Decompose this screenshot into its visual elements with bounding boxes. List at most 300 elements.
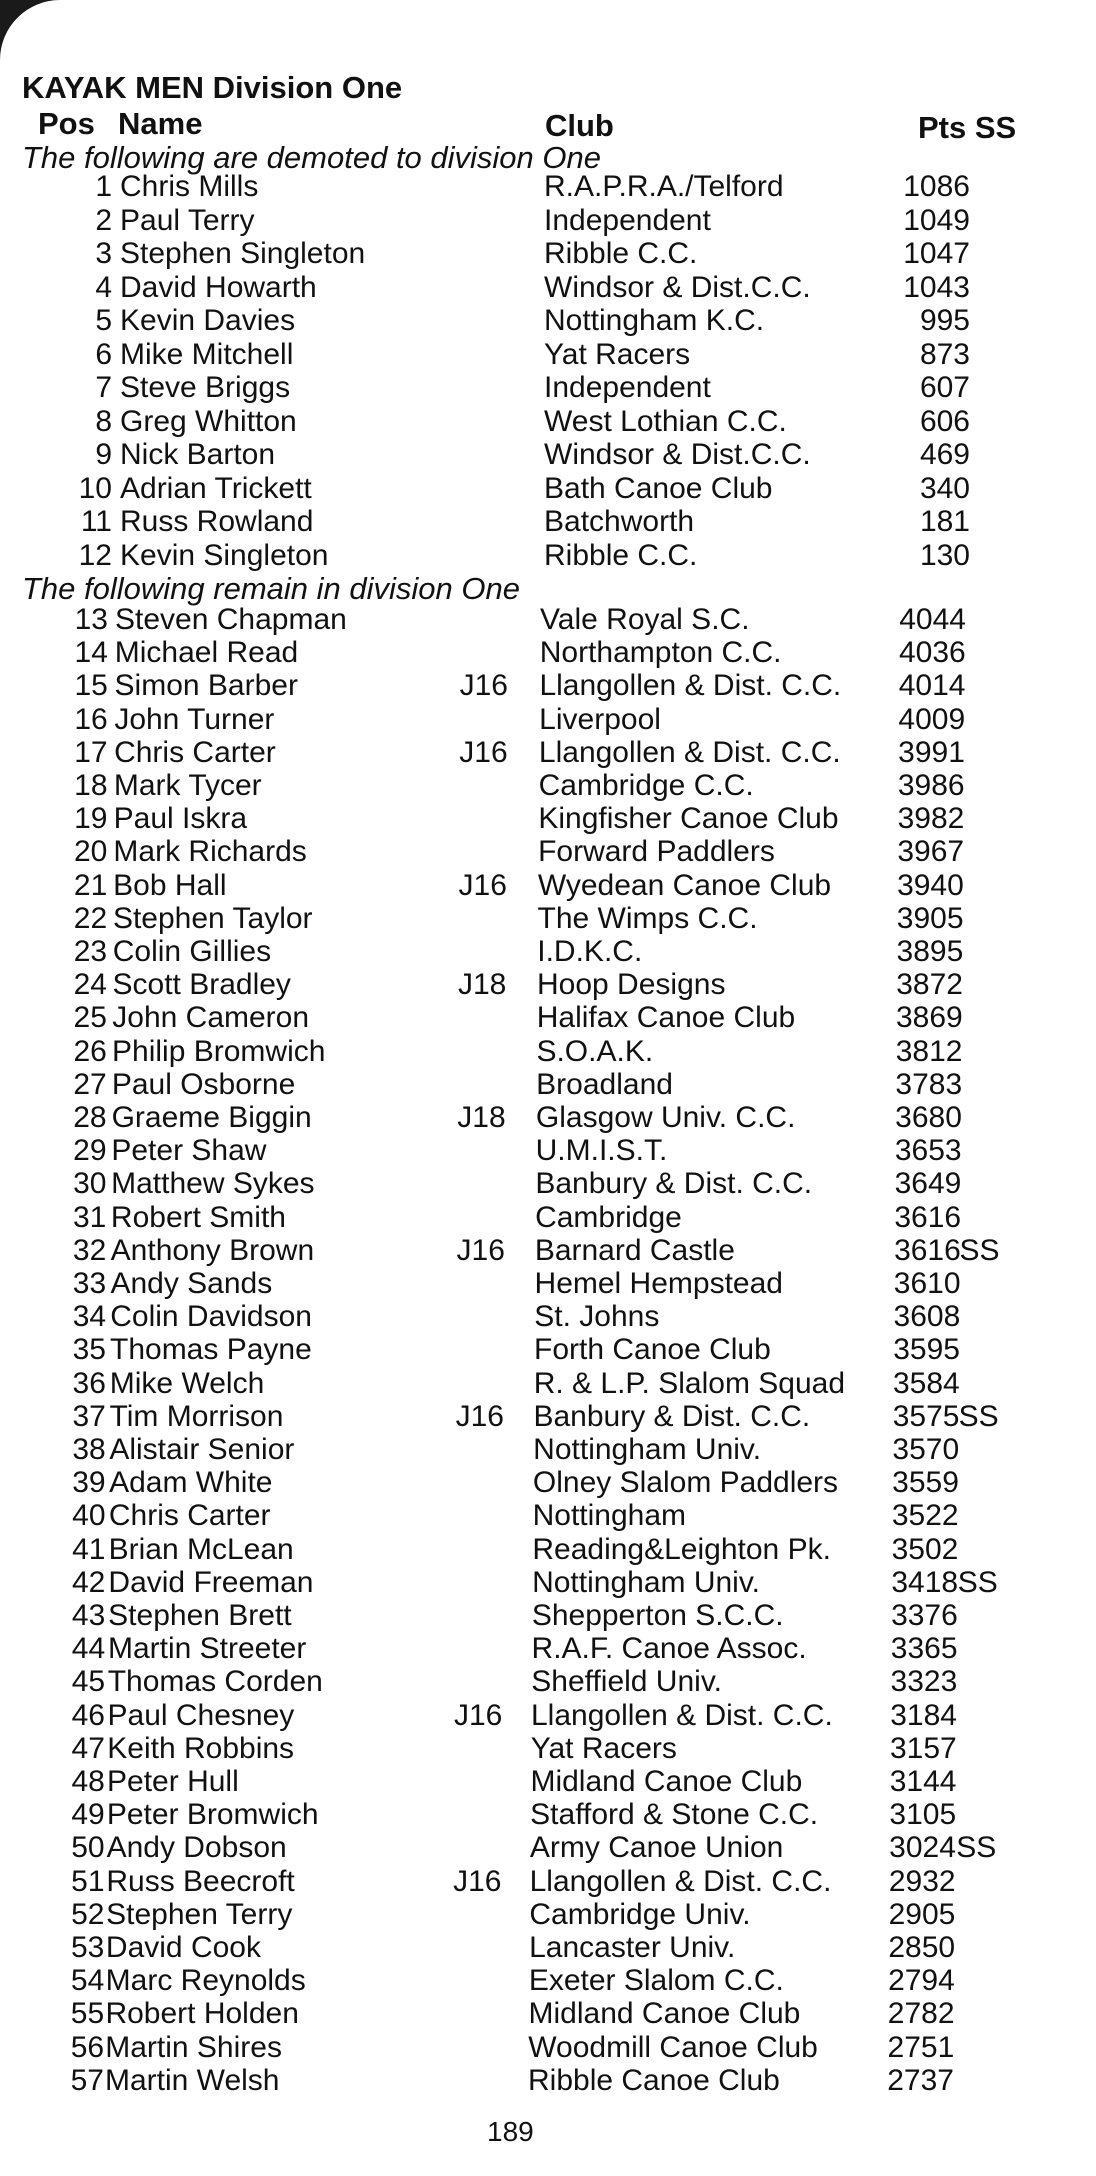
row-points: 3872: [896, 968, 963, 1002]
row-name: Philip Bromwich: [112, 1034, 326, 1068]
row-pos: 13: [74, 603, 108, 636]
table-row: [0, 472, 1096, 505]
row-name: Martin Streeter: [107, 1632, 307, 1666]
column-header-name: Name: [118, 106, 203, 141]
row-club: Llangollen & Dist. C.C.: [538, 735, 841, 769]
row-club: Northampton C.C.: [539, 636, 782, 670]
row-name: Anthony Brown: [110, 1233, 315, 1267]
row-club: Batchworth: [544, 505, 695, 538]
row-club: Olney Slalom Paddlers: [532, 1466, 839, 1500]
row-pos: 25: [73, 1001, 107, 1035]
row-club: Ribble Canoe Club: [528, 2063, 780, 2097]
row-pos: 38: [72, 1433, 106, 1466]
row-club: Cambridge C.C.: [538, 769, 754, 802]
row-pos: 44: [71, 1632, 106, 1666]
row-club: Woodmill Canoe Club: [528, 2030, 818, 2064]
column-header-club: Club: [545, 108, 614, 143]
row-points: 2751: [887, 2030, 955, 2064]
row-club: Barnard Castle: [534, 1233, 735, 1267]
row-club: St. Johns: [534, 1300, 660, 1334]
table-row: [0, 902, 1096, 935]
row-club: Liverpool: [539, 702, 661, 736]
table-row: [0, 1101, 1096, 1134]
row-name: Stephen Singleton: [120, 237, 366, 270]
table-row: [0, 1333, 1096, 1366]
table-row: [0, 802, 1096, 835]
row-points: 3610: [893, 1267, 961, 1300]
row-points: 4044: [899, 603, 966, 636]
table-row: [0, 438, 1096, 471]
row-name: Paul Osborne: [111, 1067, 296, 1101]
row-name: Thomas Corden: [107, 1665, 323, 1699]
row-name: Colin Davidson: [110, 1300, 312, 1334]
row-name: Matthew Sykes: [111, 1167, 315, 1201]
row-points: 3967: [897, 835, 965, 869]
table-row: [0, 271, 1096, 304]
row-club: Bath Canoe Club: [544, 471, 773, 505]
row-club: Sheffield Univ.: [531, 1665, 722, 1699]
row-pos: 4: [95, 270, 112, 304]
table-row: [0, 1599, 1096, 1632]
row-club: West Lothian C.C.: [544, 404, 787, 438]
row-name: Greg Whitton: [120, 404, 297, 438]
row-pos: 55: [70, 1997, 105, 2031]
row-name: David Cook: [105, 1931, 261, 1964]
column-header-pts-ss: Pts SS: [918, 110, 1017, 145]
row-name: Martin Welsh: [105, 2063, 280, 2097]
table-row: [0, 237, 1096, 270]
table-row: [0, 1931, 1096, 1964]
row-pos: 26: [73, 1034, 107, 1068]
table-row: [0, 669, 1096, 702]
row-points: 3376: [891, 1599, 958, 1632]
row-club: Banbury & Dist. C.C.: [533, 1399, 811, 1433]
row-name: Peter Bromwich: [106, 1798, 319, 1832]
table-row: [0, 405, 1096, 438]
row-club: Ribble C.C.: [544, 538, 698, 572]
row-club: Vale Royal S.C.: [540, 603, 750, 636]
row-pos: 48: [71, 1765, 105, 1798]
row-club: Cambridge Univ.: [529, 1897, 751, 1931]
row-points: 3608: [893, 1300, 961, 1334]
row-pos: 10: [78, 471, 112, 505]
row-name: Chris Mills: [120, 170, 259, 203]
row-points: 1086: [903, 170, 970, 203]
row-points: 3105: [889, 1798, 957, 1832]
table-row: [0, 1367, 1096, 1400]
row-pos: 46: [71, 1698, 105, 1732]
row-name: Bob Hall: [113, 868, 227, 902]
row-points: 2850: [888, 1931, 956, 1964]
row-club: Nottingham Univ.: [533, 1433, 762, 1466]
row-points: 3680: [895, 1101, 962, 1134]
table-row: [0, 968, 1096, 1001]
table-row: [0, 1068, 1096, 1101]
row-name: Kevin Singleton: [120, 538, 329, 572]
row-name: Chris Carter: [114, 735, 276, 769]
row-points: 3616: [894, 1233, 961, 1267]
row-pos: 39: [72, 1466, 106, 1500]
row-ss: SS: [959, 1233, 1000, 1267]
table-row: [0, 1267, 1096, 1300]
row-points: 1043: [903, 270, 970, 304]
table-row: [0, 1300, 1096, 1333]
row-name: John Turner: [114, 702, 275, 736]
row-club: R.A.F. Canoe Assoc.: [531, 1632, 807, 1666]
row-club: Halifax Canoe Club: [536, 1001, 796, 1035]
table-row: [0, 338, 1096, 371]
row-club: Independent: [544, 203, 711, 237]
row-name: Andy Dobson: [106, 1831, 287, 1865]
row-name: Chris Carter: [108, 1499, 271, 1533]
row-category: J18: [457, 1101, 506, 1134]
row-pos: 23: [73, 935, 108, 968]
row-name: Stephen Terry: [106, 1897, 293, 1931]
row-pos: 34: [72, 1300, 107, 1334]
row-pos: 32: [72, 1233, 107, 1267]
table-row: [0, 1765, 1096, 1798]
row-points: 340: [919, 471, 970, 505]
row-pos: 6: [95, 337, 112, 371]
row-points: 3653: [894, 1134, 962, 1168]
row-club: Ribble C.C.: [544, 237, 698, 270]
row-club: Windsor & Dist.C.C.: [544, 438, 811, 471]
row-points: 3570: [892, 1433, 960, 1466]
row-club: R.A.P.R.A./Telford: [544, 170, 784, 203]
row-club: Nottingham K.C.: [544, 304, 765, 337]
row-club: Nottingham Univ.: [532, 1565, 760, 1599]
row-name: Stephen Taylor: [112, 901, 313, 935]
row-pos: 5: [95, 304, 112, 337]
table-row: [0, 1699, 1096, 1732]
row-category: J16: [458, 868, 507, 902]
row-pos: 37: [72, 1399, 106, 1433]
row-club: Forward Paddlers: [538, 835, 775, 869]
row-name: David Howarth: [120, 270, 317, 304]
row-pos: 19: [74, 802, 108, 836]
row-pos: 40: [72, 1499, 106, 1533]
row-points: 3323: [890, 1665, 958, 1699]
row-name: Keith Robbins: [107, 1731, 295, 1765]
row-pos: 3: [95, 237, 112, 270]
row-pos: 35: [72, 1333, 106, 1367]
row-pos: 9: [95, 438, 112, 471]
row-name: Paul Chesney: [107, 1698, 295, 1732]
row-pos: 20: [73, 835, 108, 869]
table-row: [0, 1234, 1096, 1267]
row-club: Llangollen & Dist. C.C.: [531, 1698, 833, 1732]
row-club: Windsor & Dist.C.C.: [544, 270, 811, 304]
table-row: [0, 1134, 1096, 1167]
row-name: Paul Terry: [120, 203, 255, 237]
row-pos: 33: [72, 1267, 107, 1300]
row-pos: 47: [71, 1731, 105, 1765]
row-name: Adam White: [109, 1466, 273, 1500]
row-club: Midland Canoe Club: [530, 1765, 803, 1798]
row-pos: 36: [72, 1366, 106, 1400]
row-name: Mark Richards: [113, 835, 307, 869]
row-category: J16: [459, 735, 508, 769]
table-row: [0, 1665, 1096, 1698]
table-row: [0, 1035, 1096, 1068]
row-name: Martin Shires: [105, 2030, 282, 2064]
row-pos: 8: [95, 404, 112, 438]
table-row: [0, 2064, 1096, 2097]
row-points: 3616: [894, 1200, 962, 1234]
row-category: J16: [459, 669, 508, 703]
row-pos: 27: [73, 1067, 107, 1101]
row-club: Llangollen & Dist. C.C.: [529, 1864, 832, 1898]
row-pos: 1: [95, 170, 112, 203]
row-name: Mark Tycer: [113, 769, 262, 802]
row-name: Mike Welch: [109, 1366, 265, 1400]
row-points: 873: [919, 337, 970, 371]
row-name: Tim Morrison: [109, 1399, 284, 1433]
row-pos: 22: [73, 901, 108, 935]
row-points: 3905: [896, 901, 964, 935]
row-points: 3895: [896, 935, 964, 968]
table-row: [0, 769, 1096, 802]
row-points: 3812: [895, 1034, 963, 1068]
row-points: 4009: [898, 702, 966, 736]
table-row: [0, 1898, 1096, 1931]
row-name: Stephen Brett: [108, 1599, 292, 1632]
row-club: Reading&Leighton Pk.: [532, 1532, 831, 1566]
row-name: Thomas Payne: [110, 1333, 312, 1367]
table-row: [0, 935, 1096, 968]
row-ss: SS: [956, 1831, 997, 1865]
row-club: Broadland: [536, 1067, 673, 1101]
row-category: J16: [454, 1698, 503, 1732]
row-club: Yat Racers: [544, 337, 691, 371]
row-category: J16: [455, 1399, 504, 1433]
table-row: [0, 1865, 1096, 1898]
table-row: [0, 539, 1096, 572]
row-club: Banbury & Dist. C.C.: [535, 1167, 813, 1201]
row-points: 1047: [903, 237, 970, 270]
row-points: 3157: [889, 1731, 957, 1765]
row-points: 995: [919, 304, 970, 337]
row-points: 3522: [891, 1499, 959, 1533]
row-name: Andy Sands: [110, 1267, 273, 1300]
table-row: [0, 736, 1096, 769]
row-name: Steve Briggs: [120, 371, 291, 404]
row-pos: 31: [72, 1200, 107, 1234]
row-club: Shepperton S.C.C.: [531, 1599, 784, 1632]
table-row: [0, 869, 1096, 902]
row-points: 3595: [893, 1333, 960, 1367]
row-club: Cambridge: [535, 1200, 682, 1234]
row-pos: 21: [73, 868, 108, 902]
row-name: Peter Hull: [107, 1765, 239, 1798]
row-pos: 43: [71, 1599, 106, 1632]
row-points: 3418: [891, 1565, 959, 1599]
table-row: [0, 835, 1096, 868]
row-name: Michael Read: [114, 636, 299, 670]
row-pos: 2: [95, 203, 112, 237]
row-points: 3184: [890, 1698, 957, 1732]
row-pos: 16: [74, 702, 108, 736]
row-points: 4014: [898, 669, 966, 703]
row-club: Exeter Slalom C.C.: [528, 1964, 784, 1998]
row-points: 3024: [889, 1831, 956, 1865]
column-header-pos: Pos: [38, 106, 95, 141]
row-category: J18: [458, 968, 507, 1002]
row-pos: 41: [72, 1532, 106, 1566]
row-points: 3986: [897, 769, 965, 802]
row-points: 3649: [894, 1167, 962, 1201]
section-heading-demoted: The following are demoted to division One: [22, 140, 601, 175]
row-name: Steven Chapman: [115, 603, 347, 636]
row-name: Robert Holden: [105, 1997, 299, 2031]
table-row: [0, 1433, 1096, 1466]
table-row: [0, 371, 1096, 404]
row-points: 2932: [888, 1864, 956, 1898]
row-points: 2782: [887, 1997, 955, 2031]
table-row: [0, 1798, 1096, 1831]
row-points: 3991: [898, 735, 965, 769]
row-pos: 29: [73, 1134, 107, 1168]
row-pos: 56: [70, 2030, 105, 2064]
row-points: 2737: [887, 2063, 954, 2097]
row-points: 2905: [888, 1897, 956, 1931]
row-club: I.D.K.C.: [537, 935, 643, 968]
row-pos: 49: [71, 1798, 105, 1832]
row-category: J16: [453, 1864, 502, 1898]
row-points: 3982: [897, 802, 965, 836]
row-points: 606: [919, 404, 970, 438]
table-row: [0, 1201, 1096, 1234]
row-points: 181: [919, 505, 970, 538]
table-row: [0, 636, 1096, 669]
table-row: [0, 2031, 1096, 2064]
table-row: [0, 1732, 1096, 1765]
table-row: [0, 603, 1096, 636]
row-pos: 14: [74, 636, 108, 670]
row-club: U.M.I.S.T.: [535, 1134, 668, 1168]
row-pos: 50: [71, 1831, 105, 1865]
table-row: [0, 703, 1096, 736]
table-row: [0, 1001, 1096, 1034]
row-name: John Cameron: [112, 1001, 310, 1035]
table-row: [0, 1964, 1096, 1997]
row-name: Mike Mitchell: [120, 337, 294, 371]
row-club: Glasgow Univ. C.C.: [535, 1101, 796, 1134]
row-points: 3783: [895, 1067, 963, 1101]
row-club: Wyedean Canoe Club: [537, 868, 832, 902]
table-row: [0, 1997, 1096, 2030]
row-club: Forth Canoe Club: [534, 1333, 771, 1367]
row-name: Russ Rowland: [120, 505, 314, 538]
row-pos: 52: [71, 1897, 105, 1931]
row-pos: 15: [74, 669, 108, 703]
row-club: Kingfisher Canoe Club: [538, 802, 839, 836]
row-club: Midland Canoe Club: [528, 1997, 801, 2031]
row-points: 3144: [889, 1765, 957, 1798]
row-pos: 53: [70, 1931, 105, 1964]
row-pos: 11: [80, 505, 112, 538]
row-name: Simon Barber: [114, 669, 298, 703]
row-points: 3502: [891, 1532, 959, 1566]
page-number: 189: [487, 2116, 534, 2147]
table-row: [0, 1632, 1096, 1665]
row-club: R. & L.P. Slalom Squad: [533, 1366, 846, 1400]
row-ss: SS: [958, 1399, 999, 1433]
row-club: Llangollen & Dist. C.C.: [539, 669, 842, 703]
row-points: 1049: [903, 203, 970, 237]
table-row: [0, 1499, 1096, 1532]
row-name: Brian McLean: [108, 1532, 294, 1566]
row-name: Graeme Biggin: [111, 1101, 312, 1134]
row-name: Kevin Davies: [120, 304, 296, 337]
row-points: 469: [919, 438, 970, 471]
row-category: J16: [456, 1233, 505, 1267]
table-row: [0, 1533, 1096, 1566]
row-pos: 57: [70, 2063, 104, 2097]
row-name: Scott Bradley: [112, 968, 291, 1002]
table-row: [0, 304, 1096, 337]
section-heading-remain: The following remain in division One: [22, 571, 520, 606]
row-club: Army Canoe Union: [529, 1831, 784, 1865]
row-points: 3584: [892, 1366, 960, 1400]
row-points: 607: [919, 371, 970, 404]
row-points: 2794: [888, 1964, 955, 1998]
row-pos: 24: [73, 968, 107, 1002]
row-pos: 51: [71, 1864, 105, 1898]
row-pos: 42: [71, 1565, 106, 1599]
page-title: KAYAK MEN Division One: [22, 70, 403, 105]
row-points: 3559: [892, 1466, 959, 1500]
table-row: [0, 1466, 1096, 1499]
row-club: Stafford & Stone C.C.: [530, 1798, 819, 1832]
row-points: 3365: [890, 1632, 958, 1666]
row-club: S.O.A.K.: [536, 1034, 654, 1068]
table-row: [0, 1400, 1096, 1433]
row-club: The Wimps C.C.: [537, 901, 758, 935]
row-club: Independent: [544, 371, 711, 404]
row-club: Lancaster Univ.: [529, 1931, 736, 1964]
row-club: Hoop Designs: [537, 968, 726, 1002]
table-row: [0, 170, 1096, 203]
row-name: David Freeman: [108, 1565, 314, 1599]
row-name: Adrian Trickett: [120, 471, 312, 505]
row-pos: 12: [78, 538, 112, 572]
row-club: Yat Racers: [530, 1731, 677, 1765]
row-pos: 45: [71, 1665, 106, 1699]
row-pos: 30: [73, 1167, 107, 1201]
row-points: 130: [919, 538, 970, 572]
table-row: [0, 1831, 1096, 1864]
row-club: Nottingham: [532, 1499, 687, 1533]
row-points: 3575: [892, 1399, 960, 1433]
row-name: Peter Shaw: [111, 1134, 267, 1168]
row-name: Colin Gillies: [112, 935, 272, 968]
row-ss: SS: [957, 1565, 998, 1599]
table-row: [0, 204, 1096, 237]
row-pos: 7: [95, 371, 112, 404]
row-name: Robert Smith: [110, 1200, 286, 1234]
row-pos: 28: [73, 1101, 107, 1134]
row-points: 4036: [898, 636, 966, 670]
table-row: [0, 1566, 1096, 1599]
row-pos: 17: [74, 735, 108, 769]
row-points: 3940: [897, 868, 964, 902]
row-name: Alistair Senior: [109, 1433, 295, 1466]
table-row: [0, 1167, 1096, 1200]
table-row: [0, 505, 1096, 538]
row-pos: 54: [70, 1964, 105, 1998]
row-points: 3869: [895, 1001, 963, 1035]
